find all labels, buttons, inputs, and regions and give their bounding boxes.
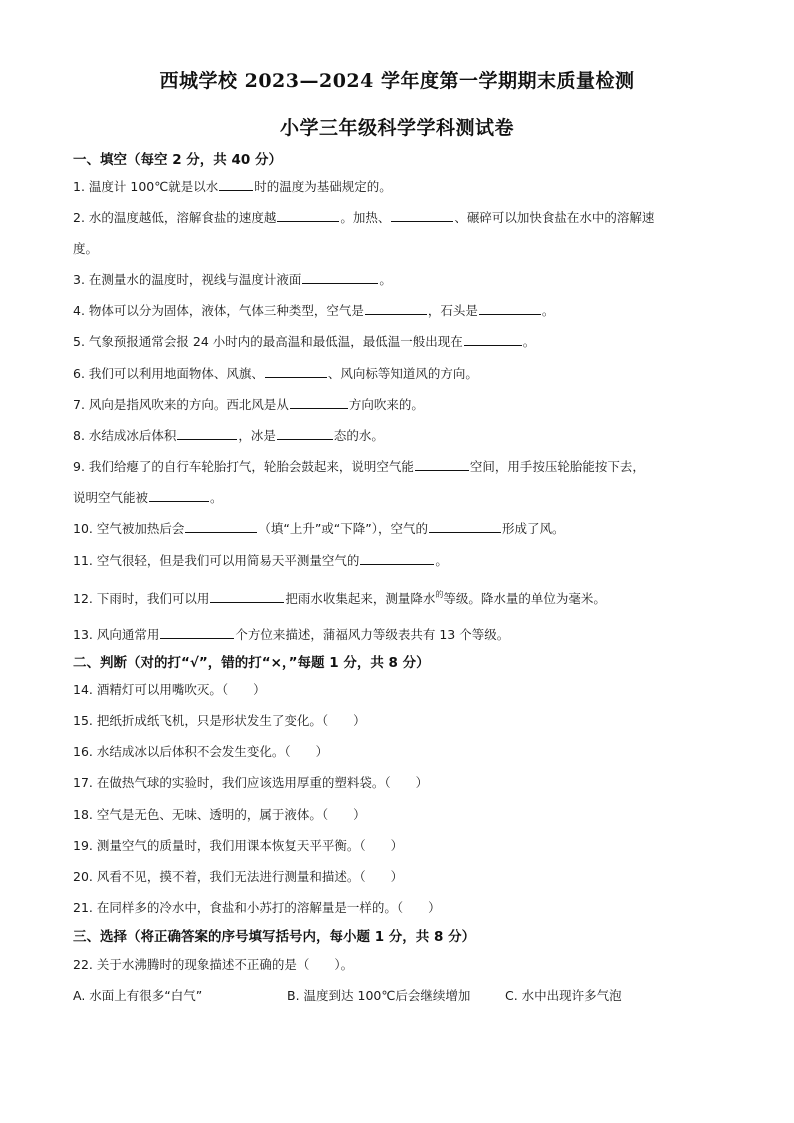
- question-16[interactable]: 16. 水结成冰以后体积不会发生变化。（ ）: [73, 744, 329, 759]
- answer-blank[interactable]: [149, 489, 209, 502]
- answer-blank[interactable]: [210, 590, 284, 603]
- question-22[interactable]: 22. 关于水沸腾时的现象描述不正确的是（ ）。: [73, 957, 354, 972]
- question-22-option-a[interactable]: A. 水面上有很多“白气”: [73, 988, 203, 1003]
- question-2: 2. 水的温度越低，溶解食盐的速度越 。加热、 、碾碎可以加快食盐在水中的溶解速: [73, 210, 655, 225]
- question-3: 3. 在测量水的温度时，视线与温度计液面 。: [73, 272, 392, 287]
- question-8: 8. 水结成冰后体积 ，冰是 态的水。: [73, 428, 384, 443]
- question-1: 1. 温度计 100℃就是以水 时的温度为基础规定的。: [73, 179, 392, 194]
- answer-blank[interactable]: [265, 365, 327, 378]
- question-7: 7. 风向是指风吹来的方向。西北风是从 方向吹来的。: [73, 397, 424, 412]
- question-21[interactable]: 21. 在同样多的冷水中，食盐和小苏打的溶解量是一样的。（ ）: [73, 900, 441, 915]
- question-15[interactable]: 15. 把纸折成纸飞机，只是形状发生了变化。（ ）: [73, 713, 366, 728]
- question-12: 12. 下雨时，我们可以用 把雨水收集起来，测量降水$^的$等级。降水量的单位为毫米。: [73, 590, 606, 606]
- exam-subtitle: 小学三年级科学学科测试卷: [279, 117, 514, 139]
- answer-blank[interactable]: [219, 178, 253, 191]
- answer-blank[interactable]: [365, 302, 427, 315]
- answer-blank[interactable]: [185, 520, 257, 533]
- answer-blank[interactable]: [160, 626, 234, 639]
- section-choice-heading: 三、选择（将正确答案的序号填写括号内，每小题 1 分，共 8 分）: [73, 929, 476, 945]
- answer-blank[interactable]: [360, 552, 434, 565]
- question-19[interactable]: 19. 测量空气的质量时，我们用课本恢复天平平衡。（ ）: [73, 838, 404, 853]
- answer-blank[interactable]: [302, 271, 378, 284]
- question-18[interactable]: 18. 空气是无色、无味、透明的，属于液体。（ ）: [73, 807, 366, 822]
- answer-blank[interactable]: [479, 302, 541, 315]
- question-22-option-b[interactable]: B. 温度到达 100℃后会继续增加: [287, 988, 471, 1003]
- section-true-false-heading: 二、判断（对的打“√”，错的打“×，”每题 1 分，共 8 分）: [73, 655, 430, 671]
- answer-blank[interactable]: [429, 520, 501, 533]
- answer-blank[interactable]: [391, 209, 453, 222]
- question-10: 10. 空气被加热后会 （填“上升”或“下降”），空气的 形成了风。: [73, 521, 565, 536]
- question-5: 5. 气象预报通常会报 24 小时内的最高温和最低温，最低温一般出现在 。: [73, 334, 536, 349]
- answer-blank[interactable]: [290, 396, 348, 409]
- question-4: 4. 物体可以分为固体，液体，气体三种类型，空气是 ，石头是 。: [73, 303, 555, 318]
- exam-title: 西城学校 2023—2024 学年度第一学期期末质量检测: [159, 70, 635, 92]
- answer-blank[interactable]: [177, 427, 237, 440]
- question-20[interactable]: 20. 风看不见，摸不着，我们无法进行测量和描述。（ ）: [73, 869, 404, 884]
- answer-blank[interactable]: [415, 458, 469, 471]
- section-fill-blank-heading: 一、填空（每空 2 分，共 40 分）: [73, 152, 282, 168]
- question-2-continued: 度。: [73, 241, 99, 256]
- question-6: 6. 我们可以利用地面物体、风旗、 、风向标等知道风的方向。: [73, 366, 478, 381]
- question-13: 13. 风向通常用 个方位来描述，蒲福风力等级表共有 13 个等级。: [73, 627, 510, 642]
- answer-blank[interactable]: [277, 427, 333, 440]
- question-14[interactable]: 14. 酒精灯可以用嘴吹灭。（ ）: [73, 682, 266, 697]
- question-22-option-c[interactable]: C. 水中出现许多气泡: [505, 988, 622, 1003]
- question-9: 9. 我们给瘪了的自行车轮胎打气，轮胎会鼓起来，说明空气能 空间，用手按压轮胎能按下去，: [73, 459, 645, 474]
- question-11: 11. 空气很轻，但是我们可以用简易天平测量空气的 。: [73, 553, 448, 568]
- question-17[interactable]: 17. 在做热气球的实验时，我们应该选用厚重的塑料袋。（ ）: [73, 775, 429, 790]
- question-9-continued: 说明空气能被 。: [73, 490, 223, 505]
- answer-blank[interactable]: [464, 333, 522, 346]
- answer-blank[interactable]: [277, 209, 339, 222]
